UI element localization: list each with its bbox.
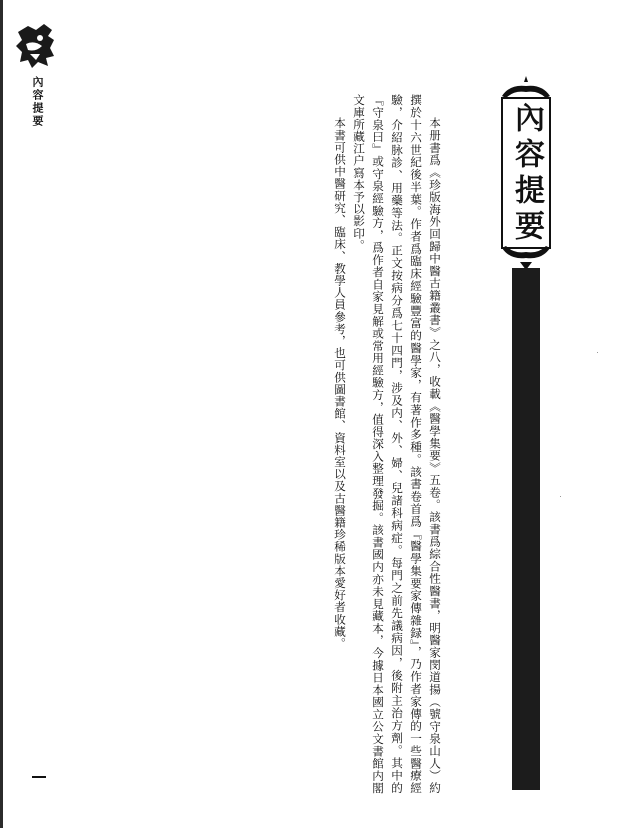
decorative-column-bar xyxy=(512,268,540,790)
content-text xyxy=(333,94,444,794)
page-edge-rule xyxy=(0,0,3,828)
paper-speck xyxy=(560,496,561,497)
side-label: 內容提要 xyxy=(31,76,44,128)
dragon-seal-icon xyxy=(14,22,58,70)
paper-speck xyxy=(597,352,598,353)
page-title: 內容提要 xyxy=(509,102,544,246)
paragraph-2: 本書可供中醫研究、臨床、教學人員參考，也可供圖書館、資料室以及古醫籍珍稀版本愛好者收藏。 xyxy=(333,117,347,650)
paragraph-1: 本册書爲《珍版海外回歸中醫古籍叢書》之八，收載《醫學集要》五卷。該書爲綜合性醫書，明醫家閔道揚（號守泉山人）約撰於十六世紀後半葉。作者爲臨床經驗豐富的醫學家，有著作多種。該書卷首爲『醫學集要家傳雜録』，乃作者家傳的一些醫療經驗，介紹脉診、用藥等法。正文按病分爲七十四門，涉及内、外、婦、兒諸科病症。每門之前先議病因，後附主治方劑。其中的『守泉曰』或守泉經驗方，爲作者自家見解或常用經驗方，值得深入整理發掘。該書國内亦未見藏本，今據日本國立公文書館内閣文庫所藏江户寫本予以影印。 xyxy=(352,94,442,794)
title-banner xyxy=(498,76,554,272)
page-number xyxy=(32,776,46,778)
